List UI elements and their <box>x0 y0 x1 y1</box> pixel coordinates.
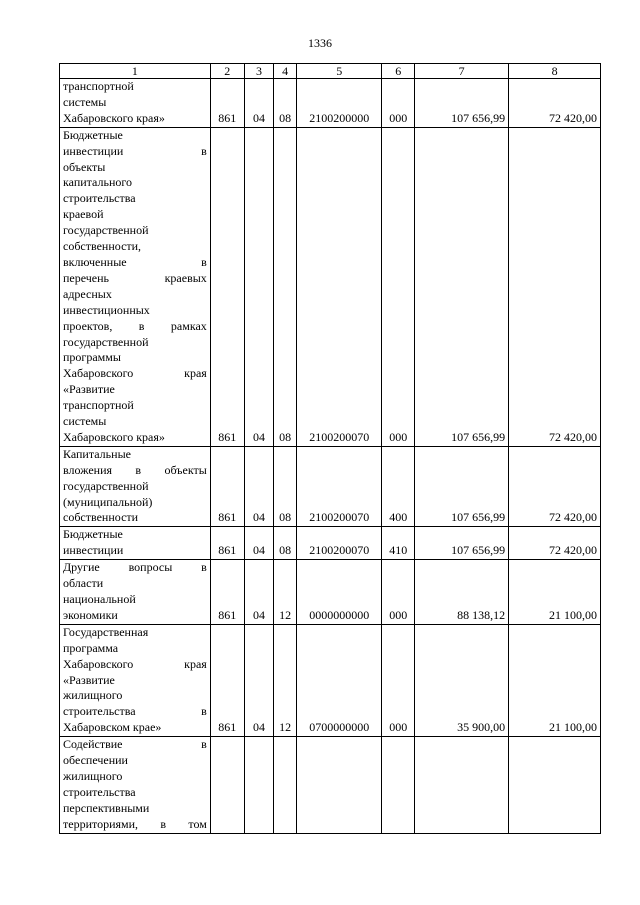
subsection-code-cell: 08 <box>274 127 297 446</box>
budget-table <box>59 63 601 834</box>
expense-type-cell: 000 <box>382 127 415 446</box>
expense-type-cell <box>382 737 415 833</box>
item-name-line: строительства <box>63 191 136 206</box>
item-name-line: Бюджетные <box>63 127 123 142</box>
table-row <box>60 527 601 560</box>
item-name-cell <box>60 624 211 736</box>
section-code-cell: 04 <box>244 127 274 446</box>
section-code-cell: 04 <box>244 560 274 625</box>
item-name-line: транспортной <box>63 79 134 93</box>
item-name-line: инвестиции в <box>63 143 207 158</box>
subsection-code-cell: 08 <box>274 79 297 128</box>
amount-year-2-cell <box>509 737 601 833</box>
item-name-line: собственности <box>63 510 139 525</box>
item-name-cell <box>60 79 211 128</box>
page-number: 1336 <box>308 36 332 50</box>
expense-type-cell: 000 <box>382 79 415 128</box>
item-name-line: Содействие в <box>63 737 207 752</box>
amount-year-1-cell <box>415 737 509 833</box>
item-name-line: обеспечении <box>63 753 128 768</box>
subsection-code-cell <box>274 737 297 833</box>
item-name-line: территориями, в том <box>63 816 207 831</box>
column-number: 5 <box>297 64 382 79</box>
item-name-line: перечень краевых <box>63 270 207 285</box>
item-name-line: Хабаровского края <box>63 656 207 671</box>
item-name-line: области <box>63 576 104 591</box>
target-article-cell: 2100200070 <box>297 446 382 527</box>
item-name-cell <box>60 527 211 560</box>
expense-type-cell: 400 <box>382 446 415 527</box>
rzpr-code-cell: 861 <box>210 560 244 625</box>
amount-year-2-cell: 72 420,00 <box>509 446 601 527</box>
item-name-line: капитального <box>63 175 132 190</box>
item-name-cell <box>60 737 211 833</box>
item-name-line: строительства <box>63 784 136 799</box>
expense-type-cell: 000 <box>382 560 415 625</box>
amount-year-2-cell: 21 100,00 <box>509 624 601 736</box>
column-number: 1 <box>60 64 211 79</box>
item-name-line: «Развитие <box>63 672 115 687</box>
amount-year-1-cell: 107 656,99 <box>415 527 509 560</box>
table-row <box>60 79 601 128</box>
item-name-line: экономики <box>63 607 118 622</box>
item-name-line: программа <box>63 640 119 655</box>
item-name-line: инвестиции <box>63 543 124 558</box>
item-name-line: Хабаровского края» <box>63 110 165 125</box>
rzpr-code-cell: 861 <box>210 527 244 560</box>
item-name-line: адресных <box>63 286 112 301</box>
rzpr-code-cell: 861 <box>210 624 244 736</box>
item-name-line: системы <box>63 414 107 429</box>
table-row <box>60 737 601 833</box>
item-name-line: перспективными <box>63 800 150 815</box>
item-name-line: (муниципальной) <box>63 494 153 509</box>
item-name-line: Хабаровского края <box>63 366 207 381</box>
section-code-cell: 04 <box>244 527 274 560</box>
rzpr-code-cell: 861 <box>210 127 244 446</box>
amount-year-1-cell: 88 138,12 <box>415 560 509 625</box>
column-number: 4 <box>274 64 297 79</box>
amount-year-1-cell: 35 900,00 <box>415 624 509 736</box>
amount-year-1-cell: 107 656,99 <box>415 79 509 128</box>
rzpr-code-cell: 861 <box>210 446 244 527</box>
item-name-cell <box>60 446 211 527</box>
item-name-line: системы <box>63 94 107 109</box>
rzpr-code-cell: 861 <box>210 79 244 128</box>
column-number: 3 <box>244 64 274 79</box>
target-article-cell: 2100200000 <box>297 79 382 128</box>
item-name-line: инвестиционных <box>63 302 150 317</box>
item-name-line: жилищного <box>63 688 123 703</box>
item-name-line: краевой <box>63 207 104 222</box>
column-number: 6 <box>382 64 415 79</box>
item-name-line: «Развитие <box>63 382 115 397</box>
table-row <box>60 127 601 446</box>
item-name-cell <box>60 560 211 625</box>
item-name-line: государственной <box>63 334 149 349</box>
amount-year-2-cell: 21 100,00 <box>509 560 601 625</box>
item-name-line: государственной <box>63 223 149 238</box>
subsection-code-cell: 08 <box>274 527 297 560</box>
expense-type-cell: 000 <box>382 624 415 736</box>
table-row <box>60 560 601 625</box>
column-number: 2 <box>210 64 244 79</box>
item-name-line: Хабаровском крае» <box>63 720 162 735</box>
item-name-line: национальной <box>63 592 136 606</box>
item-name-line: строительства в <box>63 704 207 719</box>
item-name-line: Другие вопросы в <box>63 560 207 575</box>
target-article-cell: 2100200070 <box>297 527 382 560</box>
table-row <box>60 446 601 527</box>
item-name-line: вложения в объекты <box>63 462 207 477</box>
expense-type-cell: 410 <box>382 527 415 560</box>
amount-year-2-cell: 72 420,00 <box>509 527 601 560</box>
section-code-cell <box>244 737 274 833</box>
amount-year-1-cell: 107 656,99 <box>415 127 509 446</box>
item-name-line: транспортной <box>63 398 134 413</box>
section-code-cell: 04 <box>244 446 274 527</box>
amount-year-2-cell: 72 420,00 <box>509 127 601 446</box>
rzpr-code-cell <box>210 737 244 833</box>
item-name-line: жилищного <box>63 768 123 783</box>
item-name-line: включенные в <box>63 254 207 269</box>
item-name-line: Капитальные <box>63 446 131 461</box>
amount-year-2-cell: 72 420,00 <box>509 79 601 128</box>
subsection-code-cell: 12 <box>274 624 297 736</box>
item-name-cell <box>60 127 211 446</box>
item-name-line: собственности, <box>63 239 142 254</box>
column-number: 7 <box>415 64 509 79</box>
table-body <box>60 64 601 834</box>
column-number-row <box>60 64 601 79</box>
item-name-line: Хабаровского края» <box>63 429 165 444</box>
item-name-line: объекты <box>63 159 106 174</box>
section-code-cell: 04 <box>244 624 274 736</box>
item-name-line: проектов, в рамках <box>63 318 207 333</box>
amount-year-1-cell: 107 656,99 <box>415 446 509 527</box>
column-number: 8 <box>509 64 601 79</box>
target-article-cell: 0000000000 <box>297 560 382 625</box>
subsection-code-cell: 08 <box>274 446 297 527</box>
subsection-code-cell: 12 <box>274 560 297 625</box>
target-article-cell: 0700000000 <box>297 624 382 736</box>
item-name-line: программы <box>63 350 121 365</box>
item-name-line: Бюджетные <box>63 527 123 542</box>
item-name-line: Государственная <box>63 624 149 639</box>
target-article-cell <box>297 737 382 833</box>
section-code-cell: 04 <box>244 79 274 128</box>
item-name-line: государственной <box>63 478 149 493</box>
target-article-cell: 2100200070 <box>297 127 382 446</box>
table-row <box>60 624 601 736</box>
